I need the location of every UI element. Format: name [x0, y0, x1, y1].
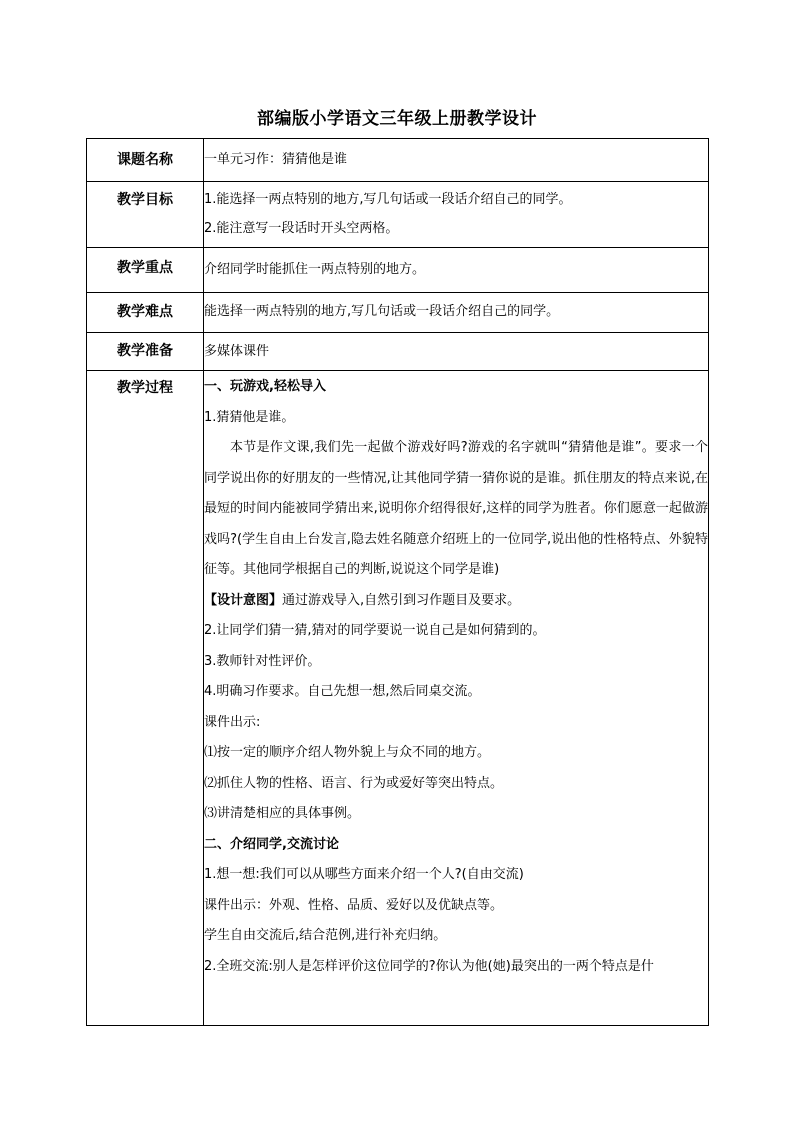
lesson-name-value: 一单元习作：猜猜他是谁: [204, 139, 709, 182]
teaching-goal-value: [204, 182, 709, 248]
row-preparation: [87, 333, 709, 371]
courseware-label: 课件出示:: [204, 714, 261, 730]
courseware-line: 课件出示：外观、性格、品质、爱好以及优缺点等。: [204, 897, 504, 913]
process-item: 1.想一想:我们可以从哪些方面来介绍一个人?(自由交流): [204, 867, 524, 882]
process-item: 4.明确习作要求。自己先想一想,然后同桌交流。: [204, 684, 481, 699]
process-item: 2.让同学们猜一猜,猜对的同学要说一说自己是如何猜到的。: [204, 623, 546, 638]
row-teaching-goal: [87, 182, 709, 248]
document-title: 部编版小学语文三年级上册教学设计: [257, 109, 537, 129]
row-teaching-process: [87, 371, 709, 1026]
label-lesson-name: 课题名称: [87, 139, 204, 182]
label-key-point: 教学重点: [87, 248, 204, 293]
row-difficulty: [87, 293, 709, 333]
label-teaching-goal: 教学目标: [87, 182, 204, 248]
section-heading: 二、介绍同学,交流讨论: [204, 836, 339, 852]
difficulty-value: 能选择一两点特别的地方,写几句话或一段话介绍自己的同学。: [204, 293, 709, 333]
process-item: 3.教师针对性评价。: [204, 653, 321, 669]
process-item: 学生自由交流后,结合范例,进行补充归纳。: [204, 928, 447, 943]
label-preparation: 教学准备: [87, 333, 204, 371]
process-paragraph: 本节是作文课,我们先一起做个游戏好吗?游戏的名字就叫“猜猜他是谁”。要求一个同学说出你的好朋友的一些情况,让其他同学猜一猜你说的是谁。抓住朋友的特点来说,在最短的时间内能被同学猜出来,说明你介绍得很好,这样的同学为胜者。你们愿意一起做游戏吗?(学生自由上台发言,隐去姓名随意介绍班上的一位同学,说出他的性格特点、外貌特征等。其他同学根据自己的判断,说说这个同学是谁): [204, 440, 708, 577]
requirement-item: ⑴按一定的顺序介绍人物外貌上与众不同的地方。: [204, 745, 491, 760]
design-intent-tag: 【设计意图】: [204, 592, 283, 608]
lesson-plan-table: [86, 138, 709, 1026]
teaching-process-value: [204, 371, 709, 1026]
key-point-value: 介绍同学时能抓住一两点特别的地方。: [204, 248, 709, 293]
label-teaching-process: 教学过程: [87, 371, 204, 1026]
requirement-item: ⑵抓住人物的性格、语言、行为或爱好等突出特点。: [204, 775, 504, 791]
row-key-point: [87, 248, 709, 293]
process-item: 1.猜猜他是谁。: [204, 409, 295, 425]
process-item: 2.全班交流:别人是怎样评价这位同学的?你认为他(她)最突出的一两个特点是什: [204, 958, 654, 974]
label-difficulty: 教学难点: [87, 293, 204, 333]
requirement-item: ⑶讲清楚相应的具体事例。: [204, 806, 361, 821]
goal-item: 2.能注意写一段话时开头空两格。: [204, 221, 399, 236]
goal-item: 1.能选择一两点特别的地方,写几句话或一段话介绍自己的同学。: [204, 192, 572, 207]
row-lesson-name: [87, 139, 709, 182]
section-heading: 一、玩游戏,轻松导入: [204, 379, 326, 394]
preparation-value: 多媒体课件: [204, 333, 709, 371]
design-intent-text: 通过游戏导入,自然引到习作题目及要求。: [282, 592, 521, 608]
design-intent: [204, 586, 708, 617]
